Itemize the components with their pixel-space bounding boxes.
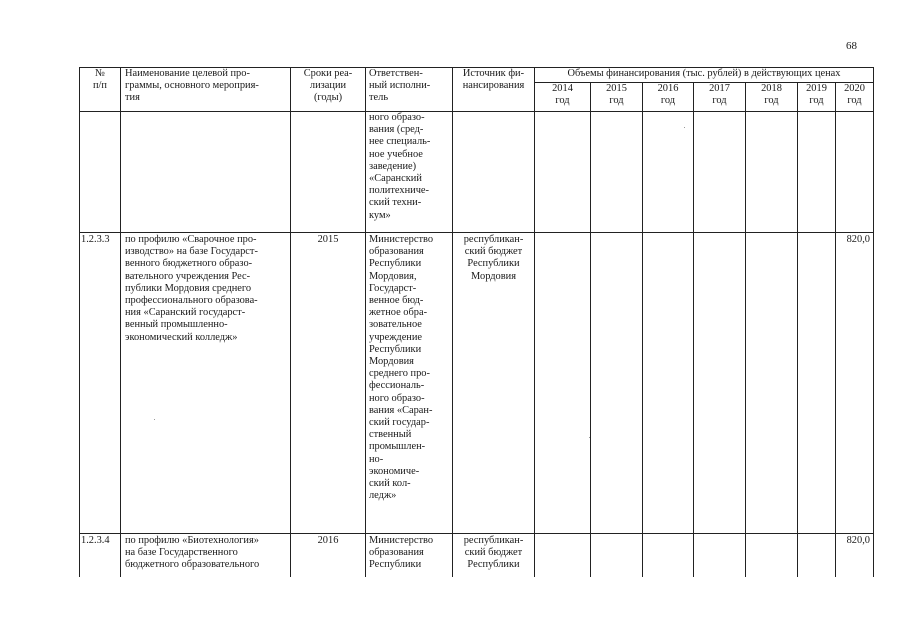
table-border	[452, 67, 453, 577]
table-border	[873, 67, 874, 577]
table-border	[797, 82, 798, 577]
table-border	[642, 82, 643, 577]
row-funding-source: республикан- ский бюджет Республики Мордовия	[463, 234, 524, 282]
row-executor: Министерство образования Республики Мордовия, Государст- венное бюд- жетное обра- зовательное учреждение Республики Мордовия среднего про- фессиональ- ного образо- вания «Саран- ский государ- ственный промышлен- но- экономиче- ский кол- ледж»	[369, 234, 434, 502]
row-program-name: по профилю «Сварочное про- изводство» на базе Государст- венного бюджетного образо- вательного учреждения Рес- публики Мордовия среднего профессионального образова- ния «Саранский государст- венный промышленно- экономический колледж»	[125, 234, 258, 343]
header-executor: Ответствен- ный исполни- тель	[369, 68, 431, 104]
row-period: 2016	[317, 535, 339, 546]
table-border	[79, 533, 874, 534]
table-border	[590, 82, 591, 577]
header-year: 2014 год	[552, 83, 573, 107]
table-border	[693, 82, 694, 577]
row-value-2020: 820,0	[846, 535, 870, 546]
scan-speck	[684, 127, 685, 128]
header-number: № п/п	[92, 68, 107, 92]
header-period: Сроки реа- лизации (годы)	[303, 68, 353, 104]
row-program-name: по профилю «Биотехнология» на базе Государственного бюджетного образовательного	[125, 535, 260, 571]
page-number: 68	[846, 40, 857, 52]
table-border	[79, 232, 874, 233]
header-year: 2020 год	[844, 83, 865, 107]
table-border	[745, 82, 746, 577]
header-year: 2019 год	[806, 83, 827, 107]
row-funding-source: республикан- ский бюджет Республики	[463, 535, 524, 571]
table-border	[534, 67, 535, 577]
table-border	[79, 67, 80, 577]
table-border	[835, 82, 836, 577]
header-funding-source: Источник фи- нансирования	[462, 68, 525, 92]
table-border	[79, 111, 874, 112]
header-year: 2018 год	[761, 83, 782, 107]
scan-speck	[589, 437, 590, 438]
table-border	[365, 67, 366, 577]
row-executor: ного образо- вания (сред- нее специаль- ное учебное заведение) «Саранский политехниче- ский техни- кум»	[369, 112, 431, 221]
scan-speck	[154, 419, 155, 420]
row-executor: Министерство образования Республики	[369, 535, 434, 571]
row-number: 1.2.3.3	[81, 234, 110, 245]
header-funding-title: Объемы финансирования (тыс. рублей) в действующих ценах	[567, 68, 841, 79]
row-value-2020: 820,0	[846, 234, 870, 245]
header-year: 2017 год	[709, 83, 730, 107]
table-border	[290, 67, 291, 577]
table-border	[120, 67, 121, 577]
header-year: 2015 год	[606, 83, 627, 107]
row-number: 1.2.3.4	[81, 535, 110, 546]
row-period: 2015	[317, 234, 339, 245]
header-program-name: Наименование целевой про- граммы, основного мероприя- тия	[125, 68, 259, 104]
header-year: 2016 год	[657, 83, 679, 107]
